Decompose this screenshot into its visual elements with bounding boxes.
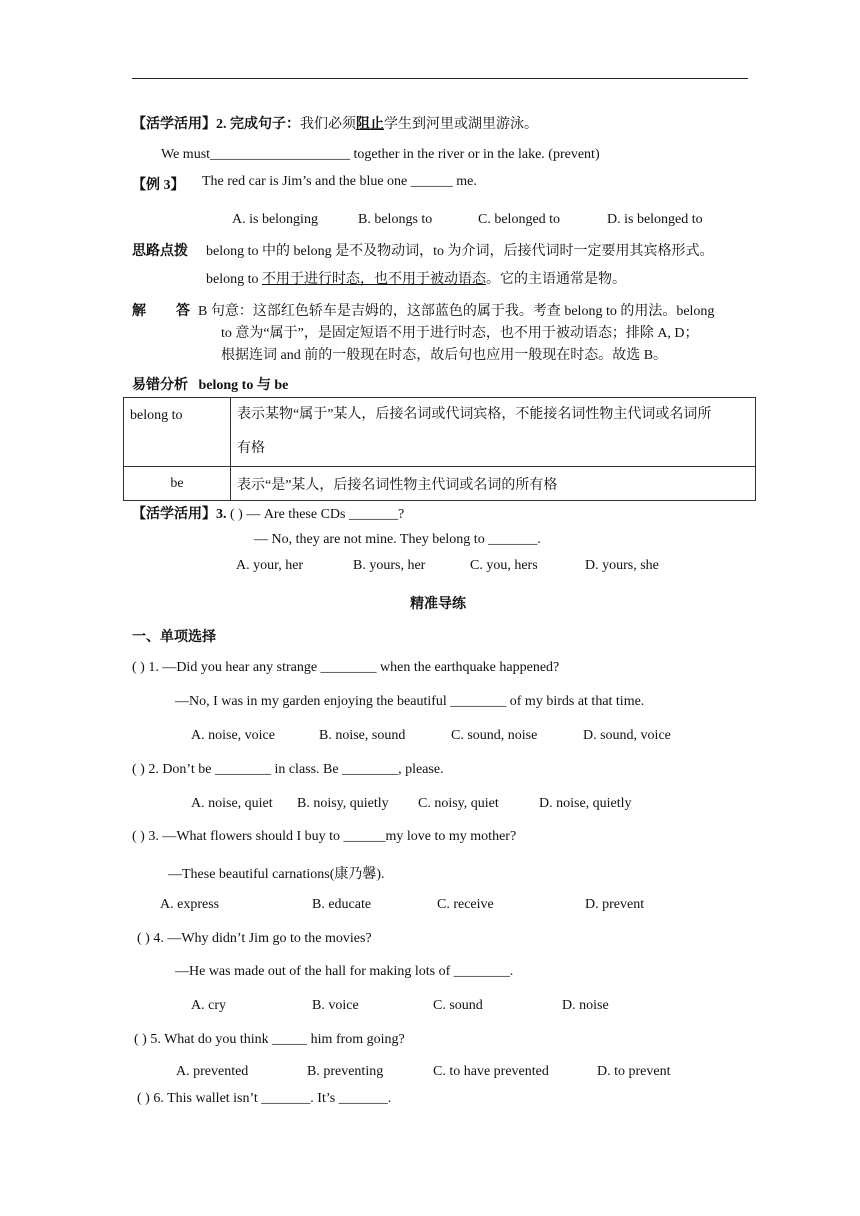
top-rule [132, 78, 748, 79]
q3-stem2: —These beautiful carnations(康乃馨). [168, 867, 385, 882]
section2-prompt [132, 113, 538, 133]
tips-label: 思路点拨 [132, 244, 188, 259]
q4-option-c: C. sound [433, 998, 483, 1013]
table-row [124, 467, 756, 501]
tips-line2-pre: belong to [206, 272, 262, 287]
comparison-table [123, 397, 756, 501]
q1-option-c: C. sound, noise [451, 728, 538, 743]
answer-line2: to 意为“属于”，是固定短语不用于进行时态，也不用于被动语态；排除 A, D； [221, 326, 699, 341]
answer-label-b: 答 [176, 304, 190, 319]
mistakes-label: 易错分析 [132, 378, 188, 393]
table-desc [231, 398, 756, 467]
mistakes-heading [132, 374, 288, 394]
q5-option-b: B. preventing [307, 1064, 384, 1079]
q1-stem2: —No, I was in my garden enjoying the beautiful ________ of my birds at that time. [175, 694, 645, 709]
q5-option-c: C. to have prevented [433, 1064, 549, 1079]
section2-task: 完成句子： [230, 117, 300, 132]
example3-option-c: C. belonged to [478, 212, 561, 227]
example3-option-d: D. is belonged to [607, 212, 703, 227]
section3-option-b: B. yours, her [353, 558, 426, 573]
section2-sentence: We must____________________ together in the river or in the lake. (prevent) [161, 147, 600, 162]
section3-question [132, 503, 404, 523]
section3-option-d: D. yours, she [585, 558, 659, 573]
answer-line3: 根据连词 and 前的一般现在时态，故后句也应用一般现在时态。故选 B。 [221, 348, 668, 363]
q2-option-b: B. noisy, quietly [297, 796, 389, 811]
table-row [124, 398, 756, 467]
table-term: be [124, 467, 231, 501]
section3-option-a: A. your, her [236, 558, 304, 573]
section3-label: 【活学活用】3. [132, 507, 227, 522]
q1-option-a: A. noise, voice [191, 728, 275, 743]
q5-option-d: D. to prevent [597, 1064, 671, 1079]
table-term: belong to [124, 398, 231, 467]
section2-prompt-pre: 我们必须 [300, 117, 356, 132]
example3-option-b: B. belongs to [358, 212, 433, 227]
example3-question: The red car is Jim’s and the blue one ______ me. [202, 174, 477, 189]
q3-option-b: B. educate [312, 897, 372, 912]
answer-label-a: 解 [132, 304, 146, 319]
section2-label: 【活学活用】2. [132, 117, 227, 132]
q4-option-d: D. noise [562, 998, 609, 1013]
section3-line1: ( ) — Are these CDs _______? [230, 507, 405, 522]
practice-heading: 精准导练 [410, 597, 466, 612]
table-desc-line: 表示某物“属于”某人，后接名词或代词宾格，不能接名词性物主代词或名词所 [237, 407, 712, 422]
q4-stem: ( ) 4. —Why didn’t Jim go to the movies? [137, 931, 372, 946]
tips-line2 [206, 268, 626, 288]
q4-option-a: A. cry [191, 998, 226, 1013]
example3-label: 【例 3】 [132, 178, 185, 193]
section2-prompt-post: 学生到河里或湖里游泳。 [384, 117, 538, 132]
answer-line1: B 句意：这部红色轿车是吉姆的，这部蓝色的属于我。考查 belong to 的用法。belong [198, 304, 715, 319]
q2-option-c: C. noisy, quiet [418, 796, 499, 811]
q4-stem2: —He was made out of the hall for making lots of ________. [175, 964, 514, 979]
q2-option-a: A. noise, quiet [191, 796, 273, 811]
q1-option-d: D. sound, voice [583, 728, 671, 743]
practice-part-title: 一、单项选择 [132, 630, 216, 645]
tips-line2-post: 。它的主语通常是物。 [486, 272, 626, 287]
q3-option-d: D. prevent [585, 897, 645, 912]
q4-option-b: B. voice [312, 998, 359, 1013]
section3-option-c: C. you, hers [470, 558, 538, 573]
q3-option-c: C. receive [437, 897, 494, 912]
q1-option-b: B. noise, sound [319, 728, 406, 743]
q5-stem: ( ) 5. What do you think _____ him from going? [134, 1032, 405, 1047]
q2-option-d: D. noise, quietly [539, 796, 632, 811]
tips-line1: belong to 中的 belong 是不及物动词，to 为介词，后接代词时一定要用其宾格形式。 [206, 244, 714, 259]
q1-stem: ( ) 1. —Did you hear any strange ________ when the earthquake happened? [132, 660, 560, 675]
q3-stem: ( ) 3. —What flowers should I buy to ______my love to my mother? [132, 829, 517, 844]
section3-line2: — No, they are not mine. They belong to _______. [254, 532, 541, 547]
q2-stem: ( ) 2. Don’t be ________ in class. Be ________, please. [132, 762, 444, 777]
section2-prompt-underlined: 阻止 [356, 117, 384, 132]
q5-option-a: A. prevented [176, 1064, 249, 1079]
q6-stem: ( ) 6. This wallet isn’t _______. It’s _______. [137, 1091, 392, 1106]
example3-option-a: A. is belonging [232, 212, 318, 227]
table-desc-line: 有格 [237, 441, 265, 456]
q3-option-a: A. express [160, 897, 220, 912]
tips-line2-underlined: 不用于进行时态，也不用于被动语态 [262, 272, 486, 287]
mistakes-title: belong to 与 be [198, 378, 289, 393]
table-desc: 表示“是”某人，后接名词性物主代词或名词的所有格 [231, 467, 756, 501]
